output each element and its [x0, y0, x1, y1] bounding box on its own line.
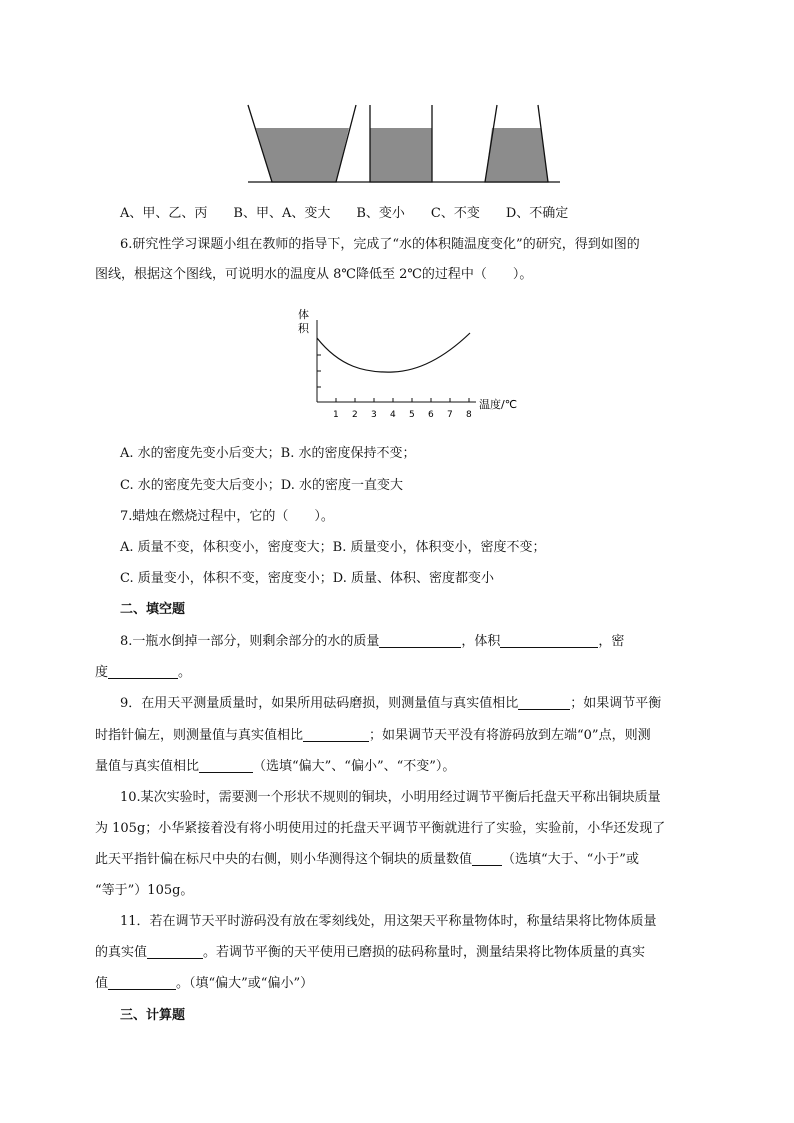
graph-xlabel: 温度/℃	[479, 398, 518, 411]
q10-text-2: 为 105g；小华紧接着没有将小明使用过的托盘天平调节平衡就进行了实验，实验前，小华还发现了	[95, 821, 666, 836]
graph-curve	[317, 333, 470, 372]
section-fill-in-heading: 二、填空题	[120, 602, 186, 617]
q9-text-6: （选填“偏大”、“偏小”、“不变”）。	[253, 759, 456, 774]
q8-text-5: 。	[178, 665, 192, 680]
q9-text-3: 时指针偏左，则测量值与真实值相比	[95, 728, 304, 743]
q6-option-ab: A. 水的密度先变小后变大；B. 水的密度保持不变；	[120, 446, 416, 461]
q6-text-1: 6.研究性学习课题小组在教师的指导下，完成了“水的体积随温度变化”的研究，得到如图的	[120, 237, 640, 252]
q11-line-2	[95, 944, 715, 962]
q9-blank-2[interactable]	[303, 727, 369, 742]
graph-tick-label-7: 7	[447, 410, 453, 420]
q10-text-3: 此天平指针偏在标尺中央的右侧，则小华测得这个铜块的质量数值	[95, 852, 473, 867]
q11-text-2: 的真实值	[95, 945, 148, 960]
q10-blank[interactable]	[472, 851, 502, 866]
q8-blank-mass[interactable]	[379, 633, 461, 648]
graph-y-ticks	[317, 355, 321, 387]
q11-blank-2[interactable]	[108, 975, 176, 990]
q8-blank-volume[interactable]	[500, 633, 598, 648]
graph-tick-label-8: 8	[466, 410, 472, 420]
graph-tick-label-5: 5	[409, 410, 415, 420]
q11-text-1: 11．若在调节天平时游码没有放在零刻线处，用这架天平称量物体时，称量结果将比物体质量	[120, 914, 657, 929]
q8-text-3: ，密	[598, 634, 625, 649]
graph-tick-label-1: 1	[333, 410, 339, 420]
q9-blank-1[interactable]	[518, 695, 570, 710]
section-calculation-heading: 三、计算题	[120, 1008, 186, 1023]
q6-option-cd: C. 水的密度先变大后变小；D. 水的密度一直变大	[120, 478, 403, 493]
q10-line-3	[95, 851, 715, 869]
q6-text-2: 图线，根据这个图线，可说明水的温度从 8℃降低至 2℃的过程中（ ）。	[95, 267, 533, 282]
liquid-container-3	[485, 128, 548, 182]
q10-text-1: 10.某次实验时，需要测一个形状不规则的铜块，小明用经过调节平衡后托盘天平称出铜块质量	[120, 790, 661, 805]
graph-tick-label-3: 3	[371, 410, 377, 420]
q8-line-2	[95, 664, 715, 682]
q11-text-4: 值	[95, 976, 109, 991]
q11-line-3	[95, 975, 715, 993]
graph-tick-label-2: 2	[352, 410, 358, 420]
q7-option-ab: A. 质量不变，体积变小，密度变大；B. 质量变小，体积变小，密度不变；	[120, 540, 546, 555]
q9-text-5: 量值与真实值相比	[95, 759, 200, 774]
q7-option-cd: C. 质量变小，体积不变，密度变小；D. 质量、体积、密度都变小	[120, 571, 494, 586]
q11-blank-1[interactable]	[147, 944, 203, 959]
q9-line-1	[120, 695, 740, 713]
q9-text-4: ；如果调节天平没有将游码放到左端“0”点，则测	[369, 728, 651, 743]
q8-text-1: 8.一瓶水倒掉一部分，则剩余部分的水的质量	[120, 634, 380, 649]
q8-blank-density[interactable]	[108, 664, 178, 679]
q11-text-3: 。若调节平衡的天平使用已磨损的砝码称量时，测量结果将比物体质量的真实	[203, 945, 646, 960]
q10-text-5: “等于”）105g。	[95, 883, 194, 898]
volume-temperature-graph	[0, 305, 794, 435]
containers-figure	[0, 95, 794, 295]
q9-line-2	[95, 727, 715, 745]
graph-x-ticks	[336, 398, 469, 402]
q9-text-2: ；如果调节平衡	[570, 696, 662, 711]
graph-tick-label-6: 6	[428, 410, 434, 420]
q5-options: A、甲、乙、丙 B、甲、A、变大 B、变小 C、不变 D、不确定	[120, 206, 569, 221]
graph-ylabel-2: 积	[298, 322, 309, 335]
q8-text-2: ，体积	[461, 634, 501, 649]
q11-text-5: 。（填“偏大”或“偏小”）	[176, 976, 314, 991]
graph-ylabel-1: 体	[298, 308, 309, 321]
q9-blank-3[interactable]	[199, 758, 253, 773]
graph-tick-label-4: 4	[390, 410, 396, 420]
q9-text-1: 9．在用天平测量质量时，如果所用砝码磨损，则测量值与真实值相比	[120, 696, 519, 711]
q10-text-4: （选填“大于、“小于”或	[502, 852, 639, 867]
liquid-container-2	[370, 128, 432, 182]
q7-text: 7.蜡烛在燃烧过程中，它的（ ）。	[120, 509, 334, 524]
q9-line-3	[95, 758, 715, 776]
q8-text-4: 度	[95, 665, 109, 680]
q8-line-1	[120, 633, 740, 651]
